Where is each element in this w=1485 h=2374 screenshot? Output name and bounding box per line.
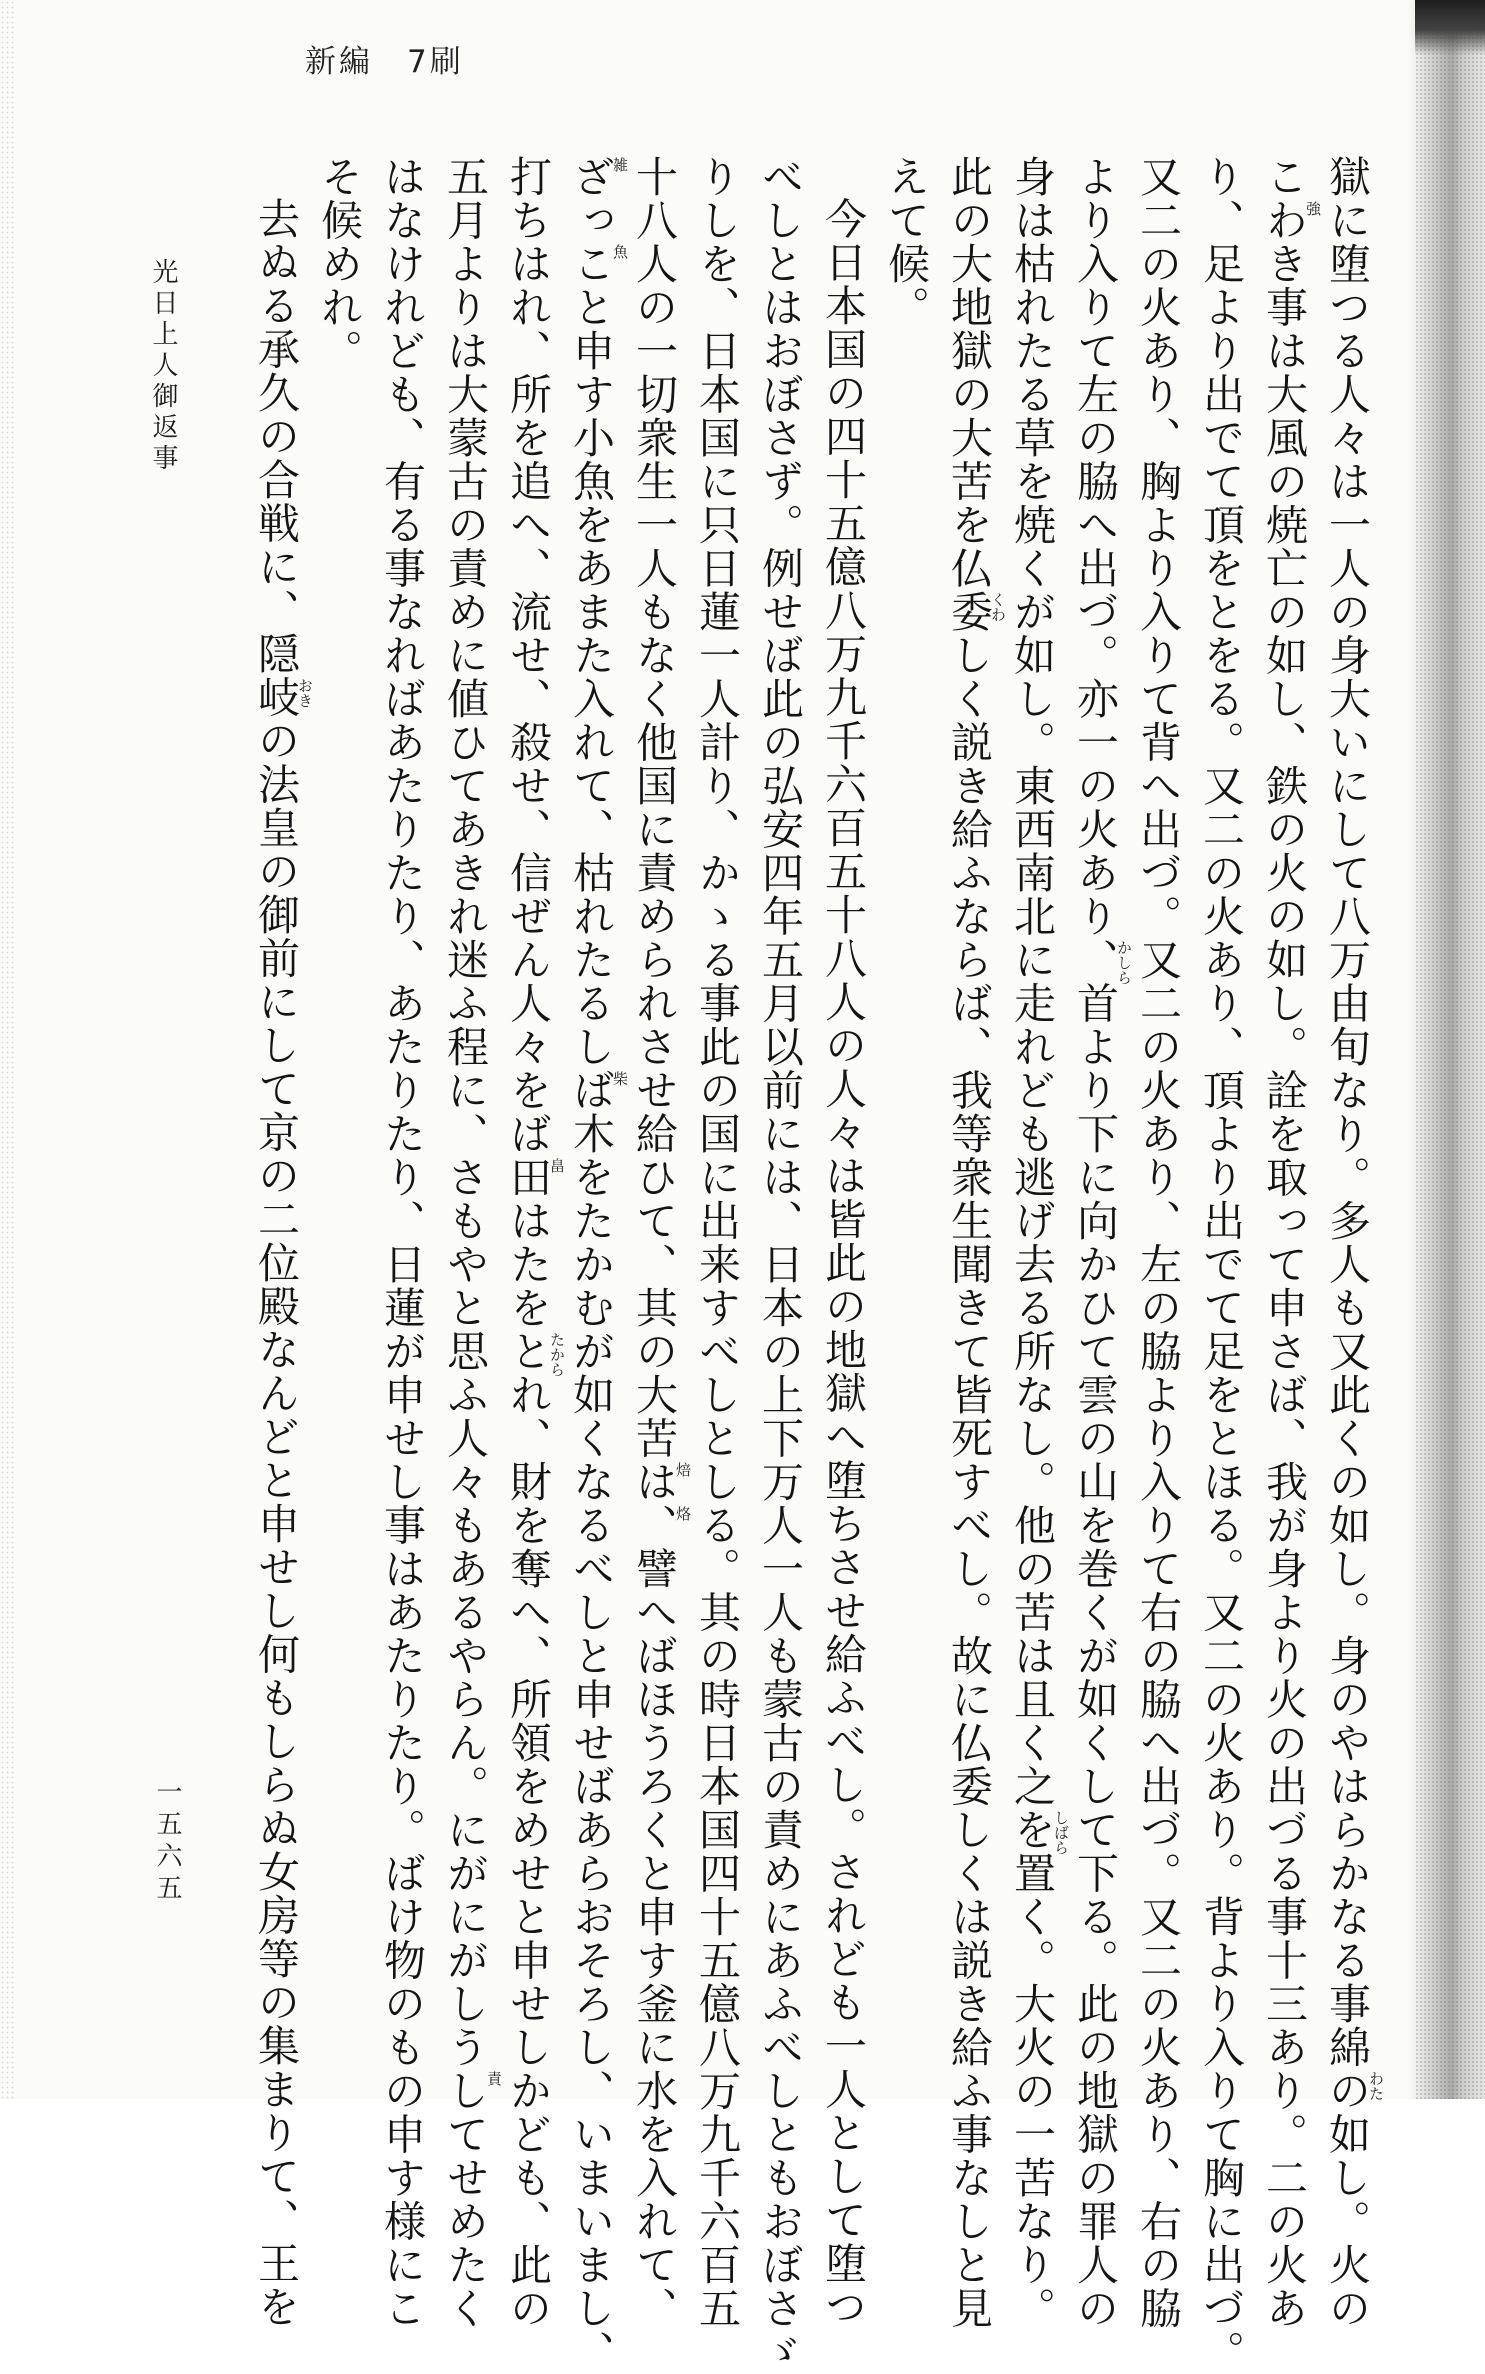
ruby-annotation: おき [296, 677, 314, 708]
text-column: 又二の火あり、胸より入りて背へ出づ。又二の火あり、左の脇より入りて右の脇へ出づ。又二の火あり、右の脇 [1134, 155, 1183, 2330]
ruby-annotation: 畠 [548, 1157, 566, 1173]
text-column: り、足より出でて頂をとをる。又二の火あり、頂より出でて足をとほる。又二の火あり。背より入りて胸に出づ。 [1197, 155, 1246, 2374]
edition-label: 新編 7刷 [305, 44, 464, 80]
text-column: こわき事は大風の焼亡の如し、鉄の火の如し。詮を取って申さば、我が身より火の出づる事十三あり。二の火あ [1260, 155, 1309, 2330]
text-column: ざっこと申す小魚をあまた入れて、枯れたるしば木をたかむが如くなるべしと申せばあらおそろし、いまいまし、 [567, 155, 616, 2374]
book-spine-texture [1415, 0, 1485, 2099]
text-column: えて候。 [882, 155, 931, 329]
text-column: 十八人の一切衆生一人もなく他国に責められさせ給ひて、其の大苦は、譬へばほうろくと申す釜に水を入れて、 [630, 155, 679, 2330]
book-spine-corner [1415, 0, 1485, 55]
ruby-annotation: 柴 [611, 1070, 629, 1086]
text-column: 去ぬる承久の合戦に、隠岐の法皇の御前にして京の二位殿なんどと申せし何もしらぬ女房等の集まりて、王を [252, 197, 301, 2329]
text-column: 五月よりは大蒙古の責めに値ひてあきれ迷ふ程に、さもやと思ふ人々もあるやらん。にがにがしうしてせめたく [441, 155, 490, 2330]
text-column: 此の大地獄の大苦を仏委しく説き給ふならば、我等衆生聞きて皆死すべし。故に仏委しくは説き給ふ事なしと見 [945, 155, 994, 2330]
text-column: より入りて左の脇へ出づ。亦一の火あり、首より下に向かひて雲の山を巻くが如くして下る。此の地獄の罪人の [1071, 155, 1120, 2330]
ruby-annotation: 強 [1304, 200, 1322, 216]
ruby-annotation: かしら [1115, 940, 1133, 985]
ruby-annotation: 責 [485, 2071, 503, 2086]
ruby-annotation: 烙 [674, 1505, 692, 1521]
running-title: 光日上人御返事 [148, 258, 178, 475]
text-column: 打ちはれ、所を追へ、流せ、殺せ、信ぜん人々をば田はたをとれ、財を奪へ、所領をめせと申せしかども、此の [504, 155, 553, 2330]
ruby-annotation: 雑 [611, 157, 629, 172]
ruby-annotation: 魚 [611, 244, 629, 259]
ruby-annotation: 焙 [674, 1462, 692, 1477]
text-column: 今日本国の四十五億八万九千六百五十八人の人々は皆此の地獄へ堕ちさせ給ふべし。されども一人として堕つ [819, 197, 868, 2329]
ruby-annotation: くわ [989, 592, 1007, 622]
text-column: りしを、日本国に只日蓮一人計り、かゝる事此の国に出来すべしとしる。其の時日本国四十五億八万九千六百五 [693, 155, 742, 2330]
text-column: べしとはおぼさず。例せば此の弘安四年五月以前には、日本の上下万人一人も蒙古の責めにあふべしともおぼさゞ [756, 155, 805, 2374]
text-column: 身は枯れたる草を焼くが如し。東西南北に走れども逃げ去る所なし。他の苦は且く之を置く。大火の一苦なり。 [1008, 155, 1057, 2330]
text-column: はなけれども、有る事なればあたりたり、あたりたり、日蓮が申せし事はあたりたり。ばけ物のもの申す様にこ [378, 155, 427, 2330]
page-edge-texture [0, 0, 14, 2099]
ruby-annotation: しばら [1052, 1810, 1070, 1855]
text-column: 獄に堕つる人々は一人の身大いにして八万由旬なり。多人も又此くの如し。身のやはらかなる事綿の如し。火の [1323, 155, 1372, 2330]
body-text [240, 155, 1385, 2374]
page-number: 一五六五 [152, 1778, 182, 1906]
ruby-annotation: たから [548, 1331, 566, 1377]
text-column: そ候めれ。 [315, 155, 364, 373]
ruby-annotation: わた [1367, 2071, 1385, 2101]
